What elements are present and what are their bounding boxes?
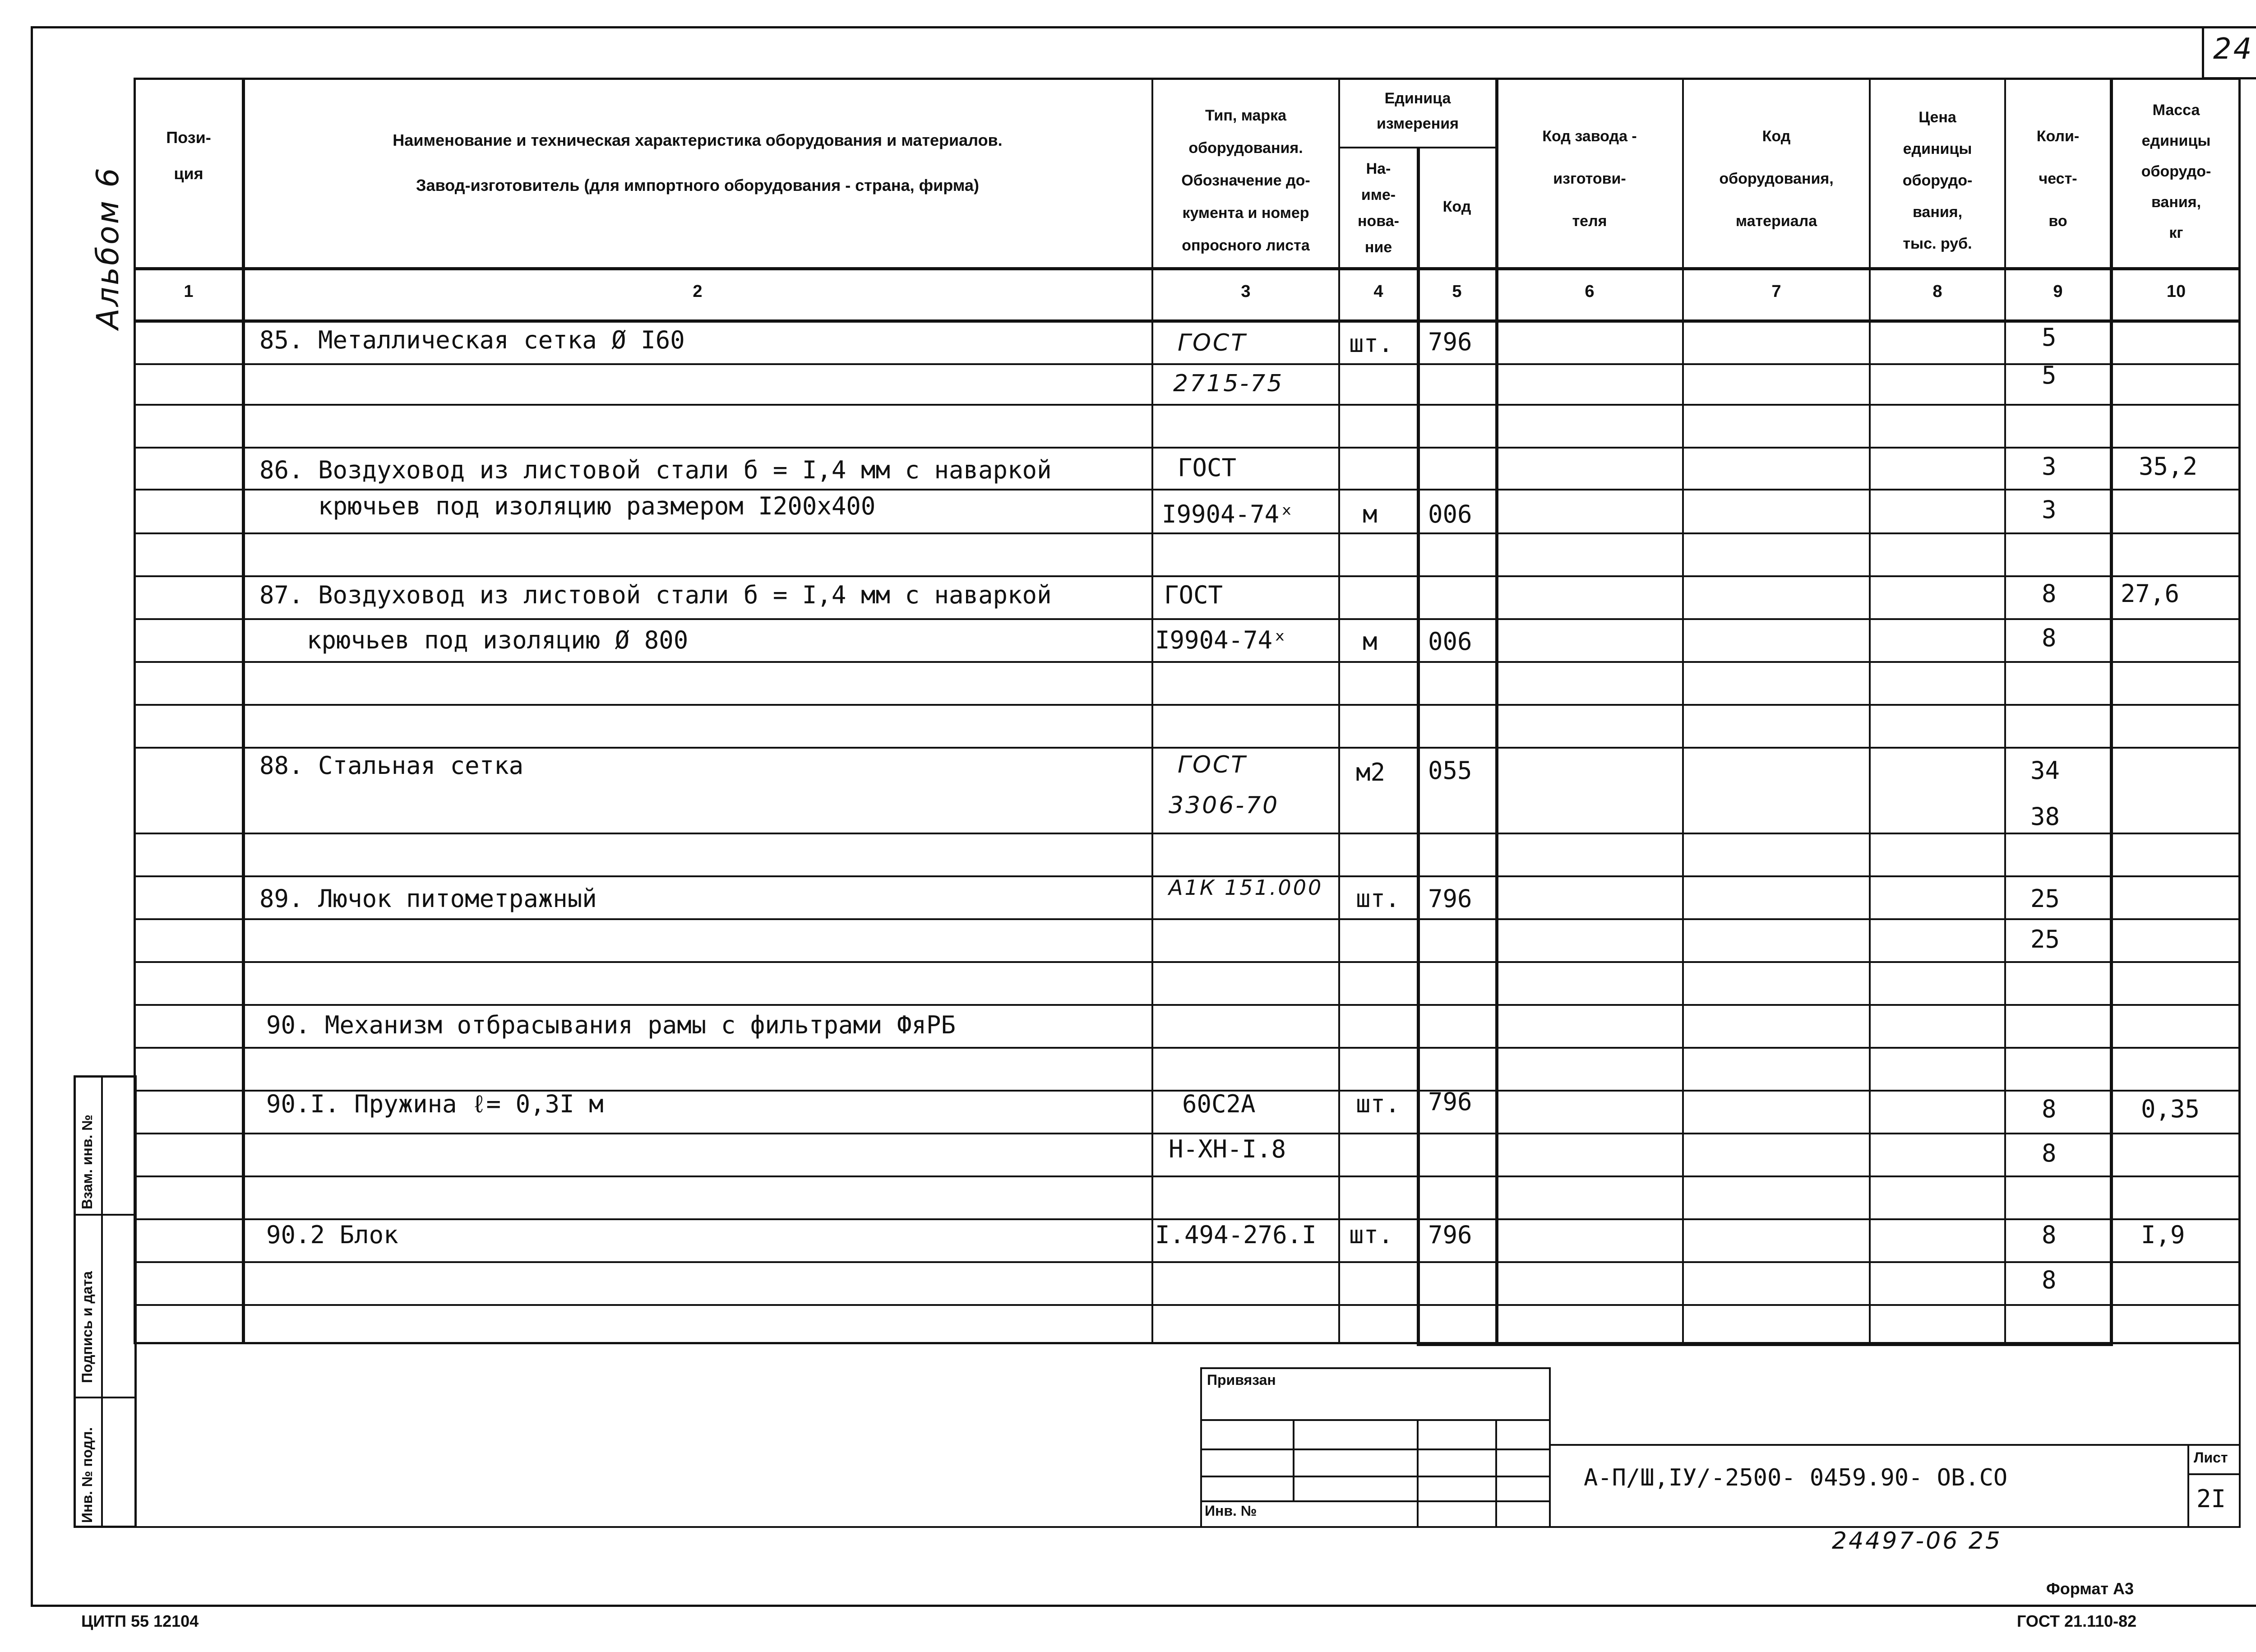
row-85-name: 85. Металлическая сетка Ø I60 [259, 326, 685, 354]
privyazan-label: Привязан [1207, 1372, 1276, 1388]
row-90-2-type: I.494-276.I [1155, 1221, 1317, 1249]
row-86-code: 006 [1428, 500, 1472, 528]
row-86-name1: 86. Воздуховод из листовой стали б = I,4 мм с наваркой [259, 456, 1052, 484]
side-label-podpis: Подпись и дата [79, 1271, 95, 1383]
row-88-type1: ГОСТ [1178, 751, 1247, 778]
row-line [134, 404, 2241, 406]
header-price: Цена единицы оборудо- вания, тыс. руб. [1902, 109, 1973, 252]
row-86-qty2: 3 [2042, 495, 2057, 524]
row-line [134, 1175, 2241, 1177]
privyazan-vline [1293, 1419, 1294, 1500]
header-factory-code: Код завода - изготови- теля [1542, 128, 1637, 230]
header-quantity: Коли- чест- во [2036, 128, 2080, 230]
row-line [134, 1004, 2241, 1006]
row-90-1-qty2: 8 [2042, 1139, 2057, 1167]
privyazan-line [1200, 1476, 1551, 1477]
row-line [134, 575, 2241, 577]
row-90-1-type2: Н-ХН-I.8 [1169, 1135, 1286, 1163]
row-line [134, 661, 2241, 663]
privyazan-vline [1495, 1419, 1497, 1528]
row-line [134, 747, 2241, 749]
col-line-2 [1151, 78, 1153, 1344]
row-88-unit: м2 [1356, 758, 1386, 787]
row-88-code: 055 [1428, 756, 1472, 785]
row-line [134, 918, 2241, 920]
row-86-type2: I9904-74ˣ [1162, 500, 1294, 528]
row-90-2-mass: I,9 [2141, 1221, 2185, 1249]
row-90-1-mass: 0,35 [2141, 1095, 2200, 1123]
page-number: 24 [2213, 32, 2254, 66]
header-bottom-line [134, 267, 2241, 270]
row-89-qty2: 25 [2030, 925, 2060, 953]
qty-box-bottom [1417, 1343, 2113, 1346]
col-number: 7 [1771, 282, 1781, 301]
side-strip-line [74, 1214, 137, 1216]
sheet-box-line [2187, 1473, 2241, 1475]
row-87-type1: ГОСТ [1164, 581, 1223, 609]
row-89-type: А1К 151.000 [1169, 875, 1323, 900]
row-90-2-qty1: 8 [2042, 1221, 2057, 1249]
row-90-1-type1: 60С2А [1182, 1090, 1256, 1118]
row-90-1-name: 90.I. Пружина ℓ= 0,3I м [266, 1090, 604, 1118]
header-unit-name: На- име- нова- ние [1358, 160, 1399, 256]
row-86-type1: ГОСТ [1178, 453, 1237, 482]
row-90-1-qty1: 8 [2042, 1095, 2057, 1123]
col-line-7 [1869, 78, 1871, 1344]
row-90-2-qty2: 8 [2042, 1266, 2057, 1294]
header-unit-group: Единица измерения [1377, 90, 1459, 132]
row-89-name: 89. Лючок питометражный [259, 884, 597, 913]
row-90-2-unit: шт. [1349, 1221, 1393, 1249]
row-89-qty1: 25 [2030, 884, 2060, 913]
row-85-unit: шт. [1349, 329, 1393, 358]
row-86-name2: крючьев под изоляцию размером I200х400 [318, 492, 876, 520]
row-line [134, 704, 2241, 706]
side-label-vzam: Взам. инв. № [79, 1115, 95, 1209]
col-number: 9 [2053, 282, 2063, 301]
row-87-qty1: 8 [2042, 579, 2057, 608]
col-line-5 [1495, 78, 1498, 1344]
format-label: Формат А3 [2046, 1579, 2134, 1598]
col-number: 3 [1241, 282, 1251, 301]
row-85-qty2: 5 [2042, 361, 2057, 389]
header-type: Тип, марка оборудования. Обозначение до- кумента и номер опросного листа [1181, 107, 1310, 254]
sheet-number: 2I [2196, 1485, 2226, 1513]
privyazan-line [1200, 1500, 1551, 1502]
inventory-stamp: 24497-06 25 [1832, 1527, 2002, 1555]
row-90-1-unit: шт. [1356, 1090, 1400, 1118]
footer-standard: ГОСТ 21.110-82 [2017, 1612, 2137, 1630]
privyazan-vline [1417, 1419, 1419, 1528]
row-87-mass: 27,6 [2121, 579, 2180, 608]
row-85-code: 796 [1428, 328, 1472, 356]
privyazan-line [1200, 1419, 1551, 1421]
col-number: 2 [693, 282, 703, 301]
side-label-inv-podl: Инв. № подл. [79, 1427, 95, 1523]
row-88-type2: 3306-70 [1169, 792, 1280, 819]
row-85-type1: ГОСТ [1178, 329, 1247, 356]
row-85-type2: 2715-75 [1173, 370, 1284, 397]
numbers-bottom-line [134, 319, 2241, 323]
row-87-qty2: 8 [2042, 624, 2057, 652]
col-number: 6 [1585, 282, 1595, 301]
row-90-2-code: 796 [1428, 1221, 1472, 1249]
row-line [134, 1133, 2241, 1134]
row-88-qty1: 34 [2030, 756, 2060, 785]
row-line [134, 489, 2241, 491]
row-line [134, 532, 2241, 534]
row-87-code: 006 [1428, 627, 1472, 656]
row-89-unit: шт. [1356, 884, 1400, 913]
footer-left-code: ЦИТП 55 12104 [81, 1612, 199, 1630]
row-88-qty2: 38 [2030, 802, 2060, 831]
col-number: 4 [1373, 282, 1383, 301]
designation-top-line [1551, 1444, 2241, 1446]
row-86-unit: м [1363, 500, 1378, 528]
row-87-unit: м [1363, 627, 1378, 656]
row-85-qty1: 5 [2042, 323, 2057, 352]
inv-no-label: Инв. № [1205, 1503, 1257, 1519]
row-line [134, 447, 2241, 449]
row-line [134, 1261, 2241, 1263]
col-line-4 [1417, 147, 1420, 1344]
row-89-code: 796 [1428, 884, 1472, 913]
col-line-9 [2110, 78, 2113, 1344]
col-number: 1 [184, 282, 194, 301]
row-87-name2: крючьев под изоляцию Ø 800 [307, 626, 689, 654]
col-line-1 [242, 78, 245, 1344]
row-90-name: 90. Механизм отбрасывания рамы с фильтрами ФяРБ [266, 1011, 956, 1039]
header-name-line1: Наименование и техническая характеристика оборудования и материалов. [393, 131, 1003, 149]
row-line [134, 618, 2241, 620]
col-number: 5 [1452, 282, 1462, 301]
privyazan-line [1200, 1448, 1551, 1450]
row-line [134, 1218, 2241, 1220]
row-90-2-name: 90.2 Блок [266, 1221, 398, 1249]
sheet-label: Лист [2194, 1449, 2228, 1466]
row-line [134, 1304, 2241, 1306]
col-line-3 [1338, 78, 1340, 1344]
row-line [134, 1047, 2241, 1049]
row-line [134, 363, 2241, 365]
col-line-8 [2004, 78, 2006, 1344]
row-87-name1: 87. Воздуховод из листовой стали б = I,4 мм с наваркой [259, 581, 1052, 609]
row-88-name: 88. Стальная сетка [259, 751, 524, 780]
col-line-6 [1682, 78, 1684, 1344]
header-equipment-code: Код оборудования, материала [1719, 128, 1834, 230]
header-mass: Масса единицы оборудо- вания, кг [2141, 102, 2211, 241]
col-number: 10 [2166, 282, 2186, 301]
col-number: 8 [1932, 282, 1942, 301]
header-position: Пози- ция [166, 128, 211, 183]
row-90-1-code: 796 [1428, 1087, 1472, 1116]
album-label: Альбом 6 [90, 166, 126, 329]
header-unit-code: Код [1442, 198, 1471, 215]
header-name-line2: Завод-изготовитель (для импортного оборудования - страна, фирма) [416, 176, 979, 194]
side-strip-divider [101, 1075, 103, 1528]
row-86-qty1: 3 [2042, 452, 2057, 481]
side-strip-line [74, 1397, 137, 1398]
row-line [134, 833, 2241, 834]
row-line [134, 961, 2241, 963]
document-designation: А-П/Ш,IУ/-2500- 0459.90- ОВ.СО [1584, 1464, 2008, 1491]
row-87-type2: I9904-74ˣ [1155, 626, 1287, 654]
row-86-mass: 35,2 [2139, 452, 2198, 481]
